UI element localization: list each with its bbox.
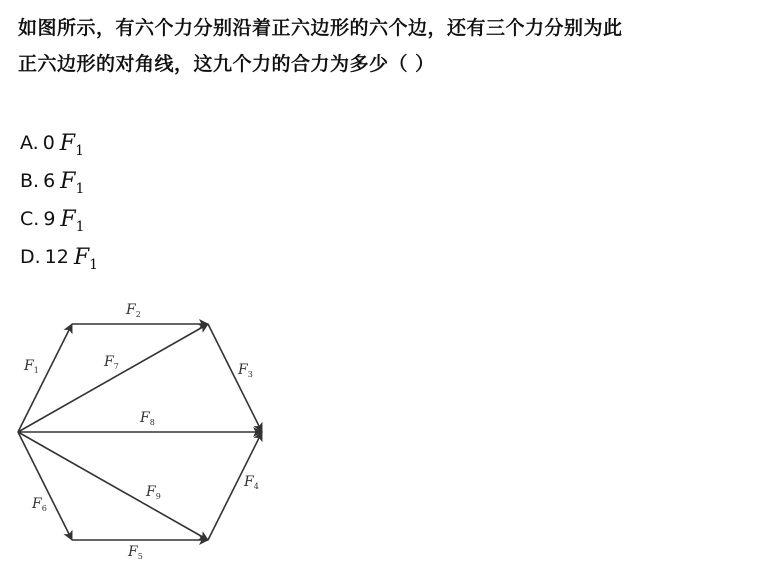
force-arrow-f9	[18, 432, 208, 540]
option-variable: $F_1$	[59, 130, 84, 159]
label-f8: $F_8$	[140, 410, 155, 427]
hexagon-force-diagram	[0, 290, 300, 580]
option-a[interactable]	[20, 124, 98, 162]
label-f3: $F_3$	[238, 362, 253, 379]
force-arrow-f3	[208, 324, 262, 432]
option-value: 9	[43, 208, 56, 230]
question-line-2: 正六边形的对角线，这九个力的合力为多少（ ）	[18, 53, 435, 75]
options-list	[20, 124, 98, 276]
option-letter: C.	[20, 208, 40, 230]
question-line-1: 如图所示，有六个力分别沿着正六边形的六个边，还有三个力分别为此	[18, 17, 623, 39]
option-letter: D.	[20, 246, 41, 268]
option-value: 12	[44, 246, 69, 268]
option-variable: $F_1$	[73, 244, 99, 273]
question-text	[18, 10, 768, 82]
option-letter: B.	[20, 170, 40, 192]
option-d[interactable]	[20, 238, 98, 276]
option-variable: $F_1$	[60, 168, 85, 197]
label-f4: $F_4$	[244, 474, 259, 491]
label-f6: $F_6$	[32, 496, 47, 513]
label-f7: $F_7$	[104, 354, 119, 371]
option-c[interactable]	[20, 200, 98, 238]
label-f9: $F_9$	[146, 484, 161, 501]
option-variable: $F_1$	[60, 206, 85, 235]
option-value: 0	[42, 132, 55, 154]
label-f1: $F_1$	[24, 358, 39, 375]
label-f2: $F_2$	[126, 302, 141, 319]
option-b[interactable]	[20, 162, 98, 200]
label-f5: $F_5$	[128, 544, 143, 561]
option-letter: A.	[20, 132, 39, 154]
force-arrow-f7	[18, 324, 208, 432]
option-value: 6	[43, 170, 56, 192]
